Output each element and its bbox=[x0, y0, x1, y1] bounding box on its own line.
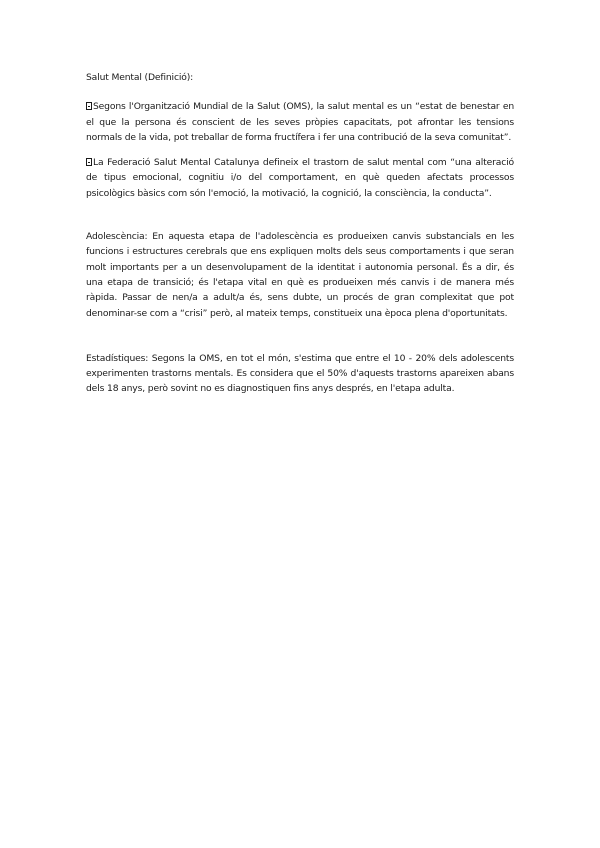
paragraph-federacio-definition bbox=[86, 155, 514, 201]
spacer bbox=[86, 201, 514, 229]
missing-glyph-box-icon bbox=[86, 102, 92, 110]
paragraph-adolescencia: Adolescència: En aquesta etapa de l'adolescència es produeixen canvis substancials en les funcions i estructures cerebrals que ens expliquen molts dels seus comportaments i que seran molt importants per a un desenvolupament de la identitat i autonomia personal. És a dir, és una etapa de transició; és l'etapa vital en què es produeixen més canvis i de manera més ràpida. Passar de nen/a a adult/a és, sens dubte, un procés de gran complexitat que pot denominar-se com a “crisi” però, al mateix temps, constitueix una època plena d'oportunitats. bbox=[86, 231, 514, 319]
paragraph-oms-definition bbox=[86, 99, 514, 145]
federacio-definition-text: La Federació Salut Mental Catalunya defineix el trastorn de salut mental com “una alteració de tipus emocional, cognitiu i/o del comportament, en què queden afectats processos psicològics bàsics com són l'emoció, la motivació, la cognició, la consciència, la conducta”. bbox=[86, 157, 514, 199]
spacer bbox=[86, 321, 514, 351]
paragraph-estadistiques: Estadístiques: Segons la OMS, en tot el món, s'estima que entre el 10 - 20% dels adolescents experimenten trastorns mentals. Es considera que el 50% d'aquests trastorns apareixen abans dels 18 anys, però sovint no es diagnostiquen fins anys després, en l'etapa adulta. bbox=[86, 352, 514, 395]
section-heading-salut-mental: Salut Mental (Definició): bbox=[86, 72, 194, 83]
document-content bbox=[86, 70, 514, 397]
missing-glyph-box-icon bbox=[86, 158, 92, 166]
oms-definition-text: Segons l'Organització Mundial de la Salut (OMS), la salut mental es un “estat de benestar en el que la persona és conscient de les seves pròpies capacitats, pot afrontar les tensions normals de la vida, pot treballar de forma fructífera i fer una contribució de la seva comunitat”. bbox=[86, 101, 514, 143]
